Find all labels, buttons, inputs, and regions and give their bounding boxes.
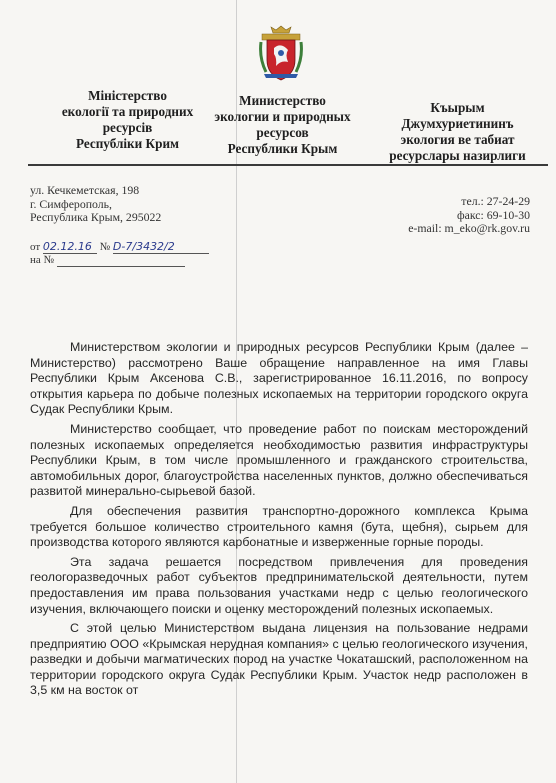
header-crimean-tatar bbox=[370, 100, 545, 164]
reference-line bbox=[30, 254, 185, 267]
contact-email: e-mail: m_eko@rk.gov.ru bbox=[408, 221, 530, 235]
contact-details bbox=[408, 195, 530, 236]
header-divider bbox=[28, 164, 548, 166]
body-paragraph-2: Министерство сообщает, что проведение работ по поискам месторождений полезных ископаемых определяется необходимостью развития инфраструктуры Республики Крым, в том числе промышленного и гражданского строительства, автомобильных дорог, благоустройства населенных пунктов, должно обеспечиваться развитой минерально-сырьевой базой. bbox=[30, 421, 528, 499]
reference-blank bbox=[57, 254, 185, 267]
registration-from-label: от bbox=[30, 241, 41, 253]
contact-phone: тел.: 27-24-29 bbox=[461, 194, 530, 208]
registration-line bbox=[30, 240, 209, 254]
header-ua-line-1: Міністерство bbox=[88, 88, 167, 103]
header-russian bbox=[195, 93, 370, 157]
header-ru-line-1: Министерство bbox=[239, 93, 326, 108]
header-ru-line-4: Республики Крым bbox=[227, 141, 338, 156]
registration-number: D-7/3432/2 bbox=[112, 240, 175, 253]
header-ru-line-3: ресурсов bbox=[256, 125, 309, 140]
header-ua-line-4: Республіки Крим bbox=[75, 136, 180, 151]
header-ukrainian bbox=[40, 88, 215, 152]
header-ct-line-1: Къырым bbox=[430, 100, 485, 115]
body-paragraph-1: Министерством экологии и природных ресурсов Республики Крым (далее – Министерство) рассмотрено Ваше обращение направленное на имя Главы Республики Крым Аксенова С.В., зарегистрированное 16.11.2016, по вопросу открытия карьера по добыче полезных ископаемых на территории городского округа Судак Республики Крым. bbox=[30, 340, 528, 417]
address-street: ул. Кечкеметская, 198 bbox=[30, 183, 140, 197]
body-paragraph-4: Эта задача решается посредством привлечения для проведения геологоразведочных работ субъектов предпринимательской деятельности, путем предоставления им права пользования участками недр с целью геологического изучения, включающего поиски и оценку месторождений полезных ископаемых. bbox=[30, 554, 528, 616]
header-ua-line-2: екології та природних bbox=[61, 104, 194, 119]
crimea-coat-of-arms-icon bbox=[258, 24, 304, 82]
header-ct-line-3: экология ве табиат bbox=[400, 132, 515, 147]
body-paragraph-5: С этой целью Министерством выдана лицензия на пользование недрами предприятию ООО «Крымская нерудная компания» с целью геологического изучения, разведки и добычи магматических пород на участке Чокаташский, расположенном на территории городского округа Судак Республики Крым. Участок недр расположен в 3,5 км на восток от bbox=[30, 621, 528, 698]
header-ct-line-2: Джумхуриетининъ bbox=[401, 116, 514, 131]
registration-number-label: № bbox=[99, 241, 111, 253]
address-region: Республика Крым, 295022 bbox=[30, 210, 162, 224]
contact-fax: факс: 69-10-30 bbox=[456, 207, 530, 222]
letter-body bbox=[30, 340, 528, 703]
header-ua-line-3: ресурсів bbox=[102, 120, 153, 135]
postal-address bbox=[30, 184, 161, 225]
header-ct-line-4: ресурслары назирлиги bbox=[389, 148, 526, 163]
body-paragraph-3: Для обеспечения развития транспортно-дорожного комплекса Крыма требуется большое количество строительного камня (бута, щебня), сырьем для производства которого являются карбонатные и изверженные горные породы. bbox=[30, 503, 528, 550]
reference-label: на № bbox=[30, 254, 55, 266]
address-city: г. Симферополь, bbox=[30, 196, 113, 211]
header-ru-line-2: экологии и природных bbox=[214, 109, 351, 124]
registration-date: 02.12.16 bbox=[42, 240, 92, 253]
